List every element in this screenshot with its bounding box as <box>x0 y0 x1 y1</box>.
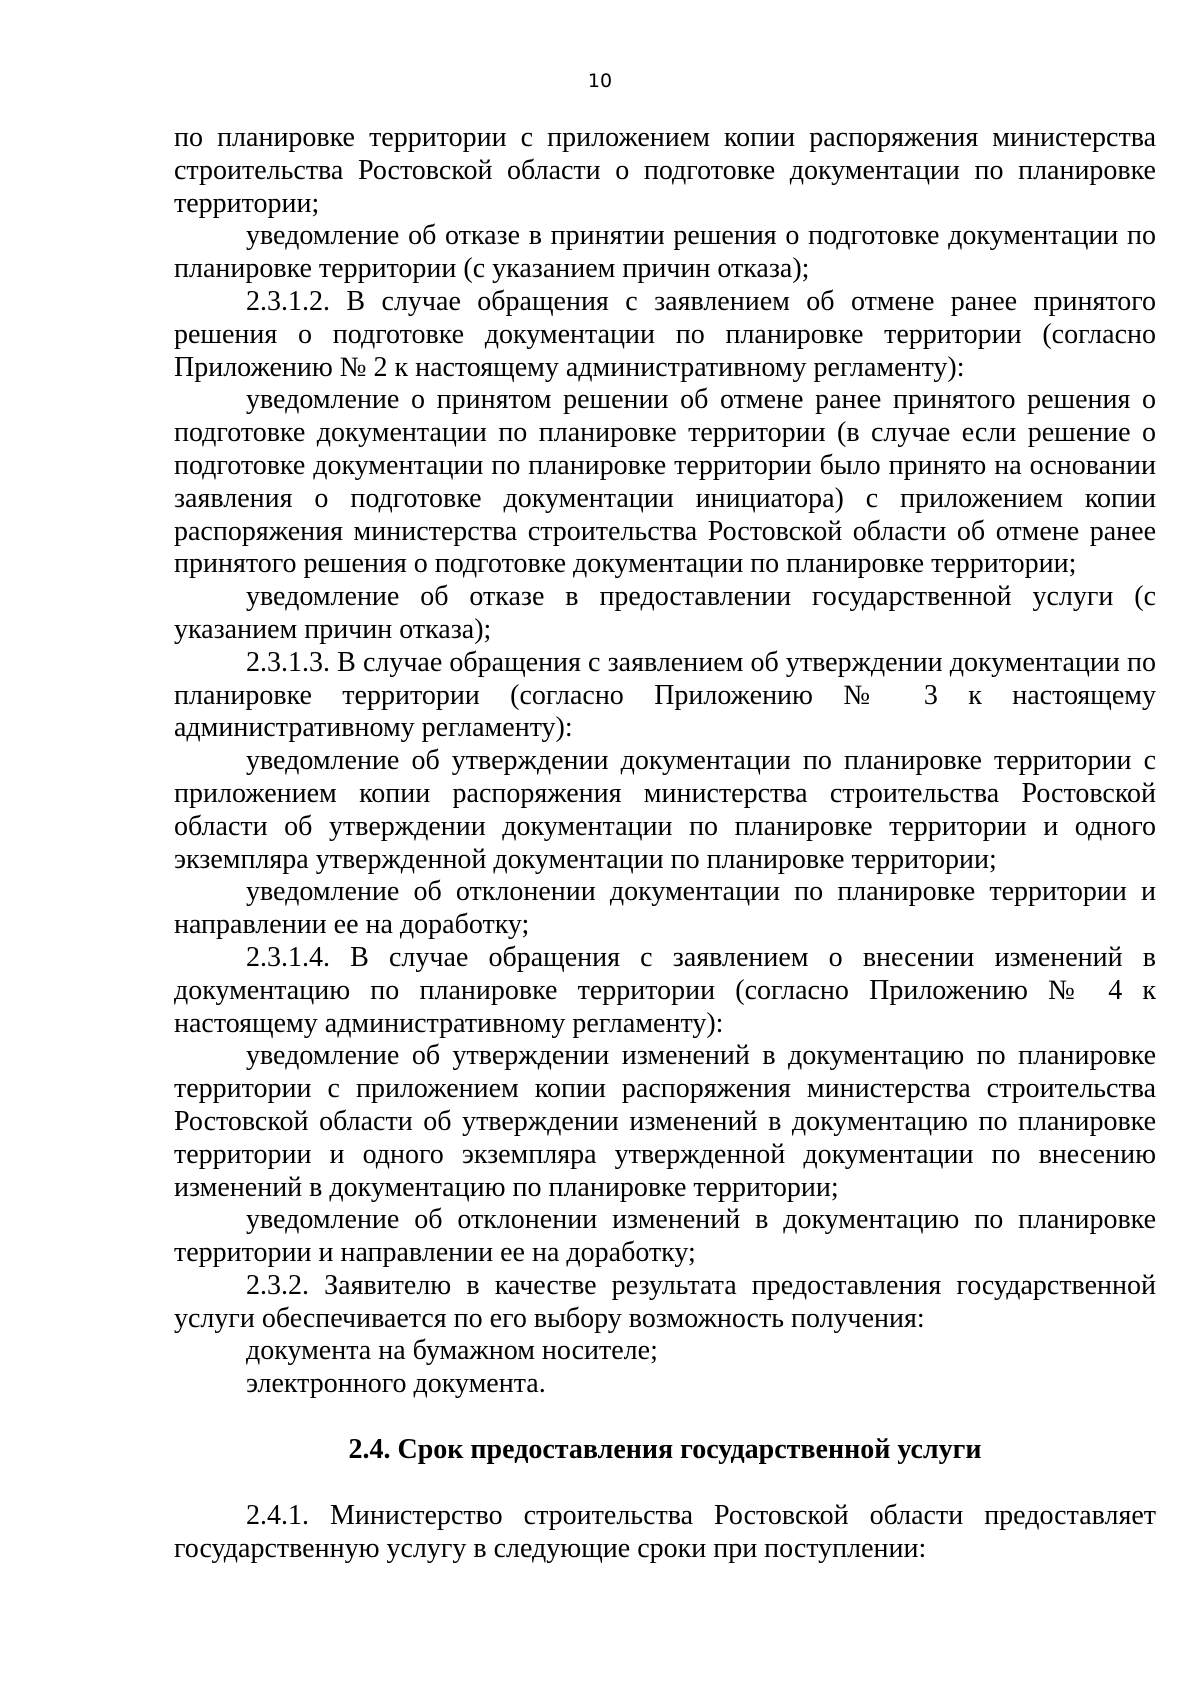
paragraph: уведомление об отказе в принятии решения о подготовке документации по планировке территории (с указанием причин отказа); <box>174 220 1156 285</box>
paragraph-2-3-1-4: 2.3.1.4. В случае обращения с заявлением о внесении изменений в документацию по планировке территории (согласно Приложению № 4 к настоящему административному регламенту): <box>174 941 1156 1039</box>
paragraph: уведомление об отклонении документации по планировке территории и направлении ее на доработку; <box>174 876 1156 941</box>
list-item: документа на бумажном носителе; <box>246 1335 658 1367</box>
paragraph-2-3-1-3: 2.3.1.3. В случае обращения с заявлением об утверждении документации по планировке территории (согласно Приложению № 3 к настоящему административному регламенту): <box>174 646 1156 744</box>
paragraph: уведомление об утверждении документации по планировке территории с приложением копии распоряжения министерства строительства Ростовской области об утверждении документации по планировке территории и одного экземпляра утвержденной документации по планировке территории; <box>174 745 1156 875</box>
paragraph: уведомление об отказе в предоставлении государственной услуги (с указанием причин отказа); <box>174 581 1156 645</box>
paragraph-2-4-1: 2.4.1. Министерство строительства Ростовской области предоставляет государственную услугу в следующие сроки при поступлении: <box>174 1499 1156 1564</box>
paragraph-2-3-2: 2.3.2. Заявителю в качестве результата предоставления государственной услуги обеспечивается по его выбору возможность получения: <box>174 1269 1156 1334</box>
paragraph: уведомление об утверждении изменений в документацию по планировке территории с приложением копии распоряжения министерства строительства Ростовской области об утверждении изменений в документацию по планировке территории и одного экземпляра утвержденной документации по внесению изменений в документацию по планировке территории; <box>174 1040 1156 1203</box>
list-item: электронного документа. <box>246 1368 546 1400</box>
page-number: 10 <box>587 70 613 92</box>
paragraph: уведомление об отклонении изменений в документацию по планировке территории и направлении ее на доработку; <box>174 1204 1156 1269</box>
document-body <box>174 122 1156 1565</box>
section-heading: 2.4. Срок предоставления государственной услуги <box>348 1434 982 1466</box>
paragraph: по планировке территории с приложением копии распоряжения министерства строительства Ростовской области о подготовке документации по планировке территории; <box>174 122 1156 219</box>
paragraph: уведомление о принятом решении об отмене ранее принятого решения о подготовке документации по планировке территории (в случае если решение о подготовке документации по планировке территории было принято на основании заявления о подготовке документации инициатора) с приложением копии распоряжения министерства строительства Ростовской области об отмене ранее принятого решения о подготовке документации по планировке территории; <box>174 384 1156 580</box>
paragraph-2-3-1-2: 2.3.1.2. В случае обращения с заявлением об отмене ранее принятого решения о подготовке документации по планировке территории (согласно Приложению № 2 к настоящему административному регламенту): <box>174 285 1156 383</box>
